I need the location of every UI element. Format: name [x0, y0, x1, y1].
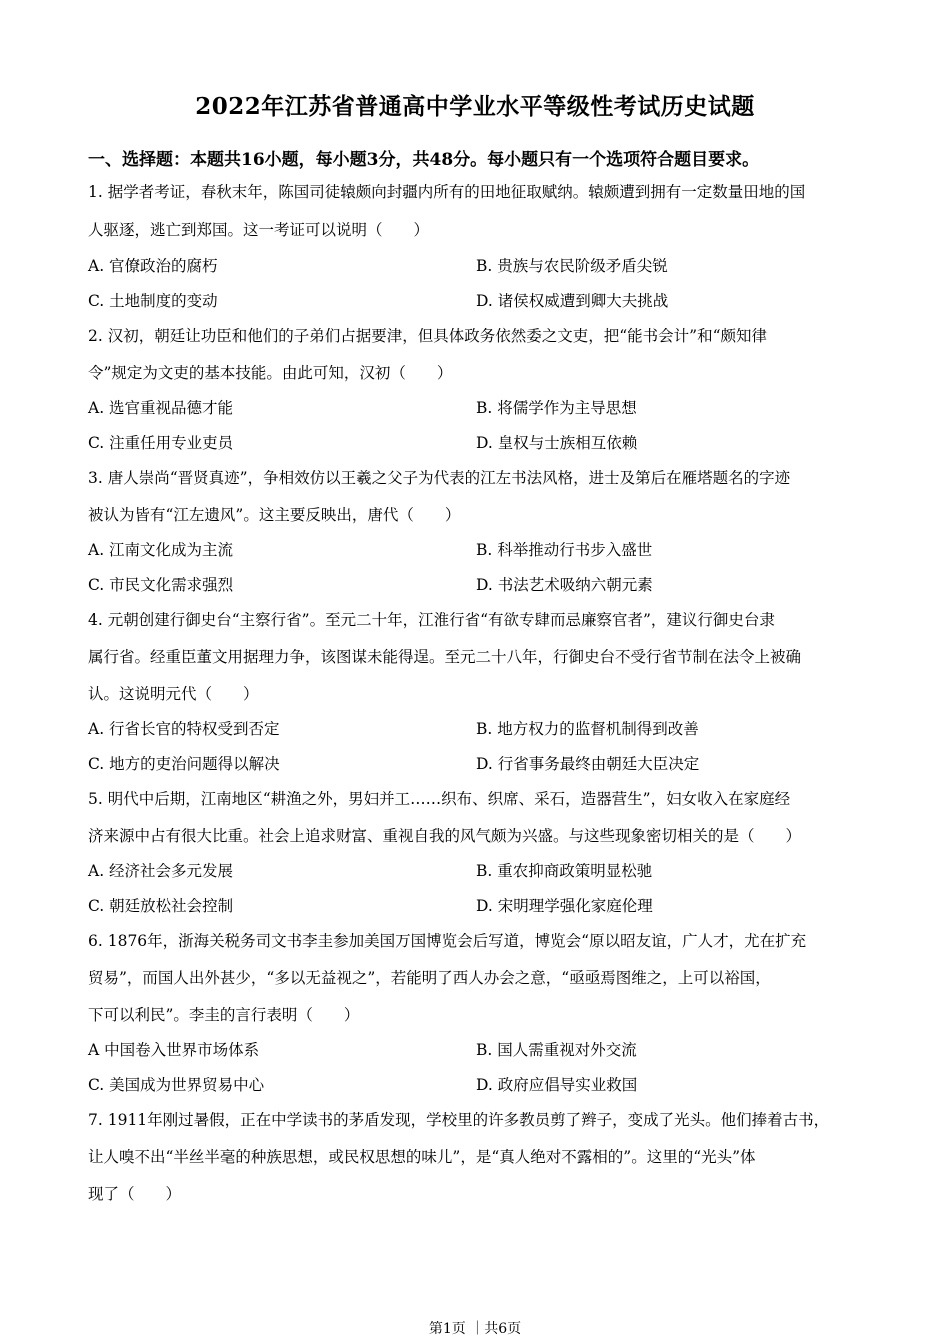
question-3-option-a: A. 江南文化成为主流: [88, 541, 234, 559]
question-4-option-d: D. 行省事务最终由朝廷大臣决定: [476, 755, 700, 773]
question-6-option-d: D. 政府应倡导实业救国: [476, 1076, 638, 1094]
question-7-line-3: 现了（ ）: [88, 1185, 182, 1203]
question-1-option-a: A. 官僚政治的腐朽: [88, 257, 218, 275]
question-5-option-b: B. 重农抑商政策明显松驰: [476, 862, 653, 880]
question-2-option-a: A. 选官重视品德才能: [88, 399, 234, 417]
question-5-option-a: A. 经济社会多元发展: [88, 862, 234, 880]
question-6-line-3: 下可以利民”。李圭的言行表明（ ）: [88, 1006, 360, 1024]
question-2-line-2: 令”规定为文吏的基本技能。由此可知，汉初（ ）: [88, 364, 453, 382]
section-heading: 一、选择题：本题共16小题，每小题3分，共48分。每小题只有一个选项符合题目要求。: [88, 150, 760, 170]
question-6-option-c: C. 美国成为世界贸易中心: [88, 1076, 265, 1094]
question-1-option-d: D. 诸侯权威遭到卿大夫挑战: [476, 292, 669, 310]
question-3-line-2: 被认为皆有“江左遗风”。这主要反映出，唐代（ ）: [88, 506, 461, 524]
question-6-option-b: B. 国人需重视对外交流: [476, 1041, 637, 1059]
question-3-option-b: B. 科举推动行书步入盛世: [476, 541, 653, 559]
question-5-line-2: 济来源中占有很大比重。社会上追求财富、重视自我的风气颇为兴盛。与这些现象密切相关的是（ ）: [88, 827, 802, 845]
question-7-line-1: 7. 1911年刚过暑假，正在中学读书的茅盾发现，学校里的许多教员剪了辫子，变成了光头。他们捧着古书，: [88, 1111, 830, 1129]
question-6-line-1: 6. 1876年，浙海关税务司文书李圭参加美国万国博览会后写道，博览会“原以昭友谊，广人才，尤在扩充: [88, 932, 807, 950]
question-6-line-2: 贸易”，而国人出外甚少，“多以无益视之”，若能明了西人办会之意，“亟亟焉图维之，上可以裕国，: [88, 969, 771, 987]
question-4-option-a: A. 行省长官的特权受到否定: [88, 720, 280, 738]
question-4-line-3: 认。这说明元代（ ）: [88, 685, 259, 703]
question-1-option-b: B. 贵族与农民阶级矛盾尖锐: [476, 257, 668, 275]
question-4-line-1: 4. 元朝创建行御史台“主察行省”。至元二十年，江淮行省“有欲专肆而忌廉察官者”，建议行御史台隶: [88, 611, 775, 629]
question-5-option-d: D. 宋明理学强化家庭伦理: [476, 897, 653, 915]
question-4-option-b: B. 地方权力的监督机制得到改善: [476, 720, 699, 738]
question-4-option-c: C. 地方的吏治问题得以解决: [88, 755, 280, 773]
question-2-option-c: C. 注重任用专业吏员: [88, 434, 234, 452]
question-3-line-1: 3. 唐人崇尚“晋贤真迹”，争相效仿以王羲之父子为代表的江左书法风格，进士及第后在雁塔题名的字迹: [88, 469, 791, 487]
question-1-line-2: 人驱逐，逃亡到郑国。这一考证可以说明（ ）: [88, 221, 430, 239]
question-2-option-b: B. 将儒学作为主导思想: [476, 399, 637, 417]
question-6-option-a: A 中国卷入世界市场体系: [88, 1041, 260, 1059]
exam-title: 2022年江苏省普通高中学业水平等级性考试历史试题: [195, 93, 755, 120]
question-1-line-1: 1. 据学者考证，春秋末年，陈国司徒辕颇向封疆内所有的田地征取赋纳。辕颇遭到拥有一定数量田地的国: [88, 183, 806, 201]
page-footer: 第1页 ｜共6页: [428, 1321, 522, 1337]
question-5-option-c: C. 朝廷放松社会控制: [88, 897, 234, 915]
question-5-line-1: 5. 明代中后期，江南地区“耕渔之外，男妇并工……织布、织席、采石，造器营生”，妇女收入在家庭经: [88, 790, 791, 808]
question-3-option-c: C. 市民文化需求强烈: [88, 576, 234, 594]
question-3-option-d: D. 书法艺术吸纳六朝元素: [476, 576, 653, 594]
question-2-option-d: D. 皇权与士族相互依赖: [476, 434, 638, 452]
question-4-line-2: 属行省。经重臣董文用据理力争，该图谋未能得逞。至元二十八年，行御史台不受行省节制在法令上被确: [88, 648, 802, 666]
question-7-line-2: 让人嗅不出“半丝半毫的种族思想，或民权思想的味儿”，是“真人绝对不露相的”。这里的“光头”体: [88, 1148, 756, 1166]
question-2-line-1: 2. 汉初，朝廷让功臣和他们的子弟们占据要津，但具体政务依然委之文吏，把“能书会计”和“颇知律: [88, 327, 767, 345]
question-1-option-c: C. 土地制度的变动: [88, 292, 218, 310]
